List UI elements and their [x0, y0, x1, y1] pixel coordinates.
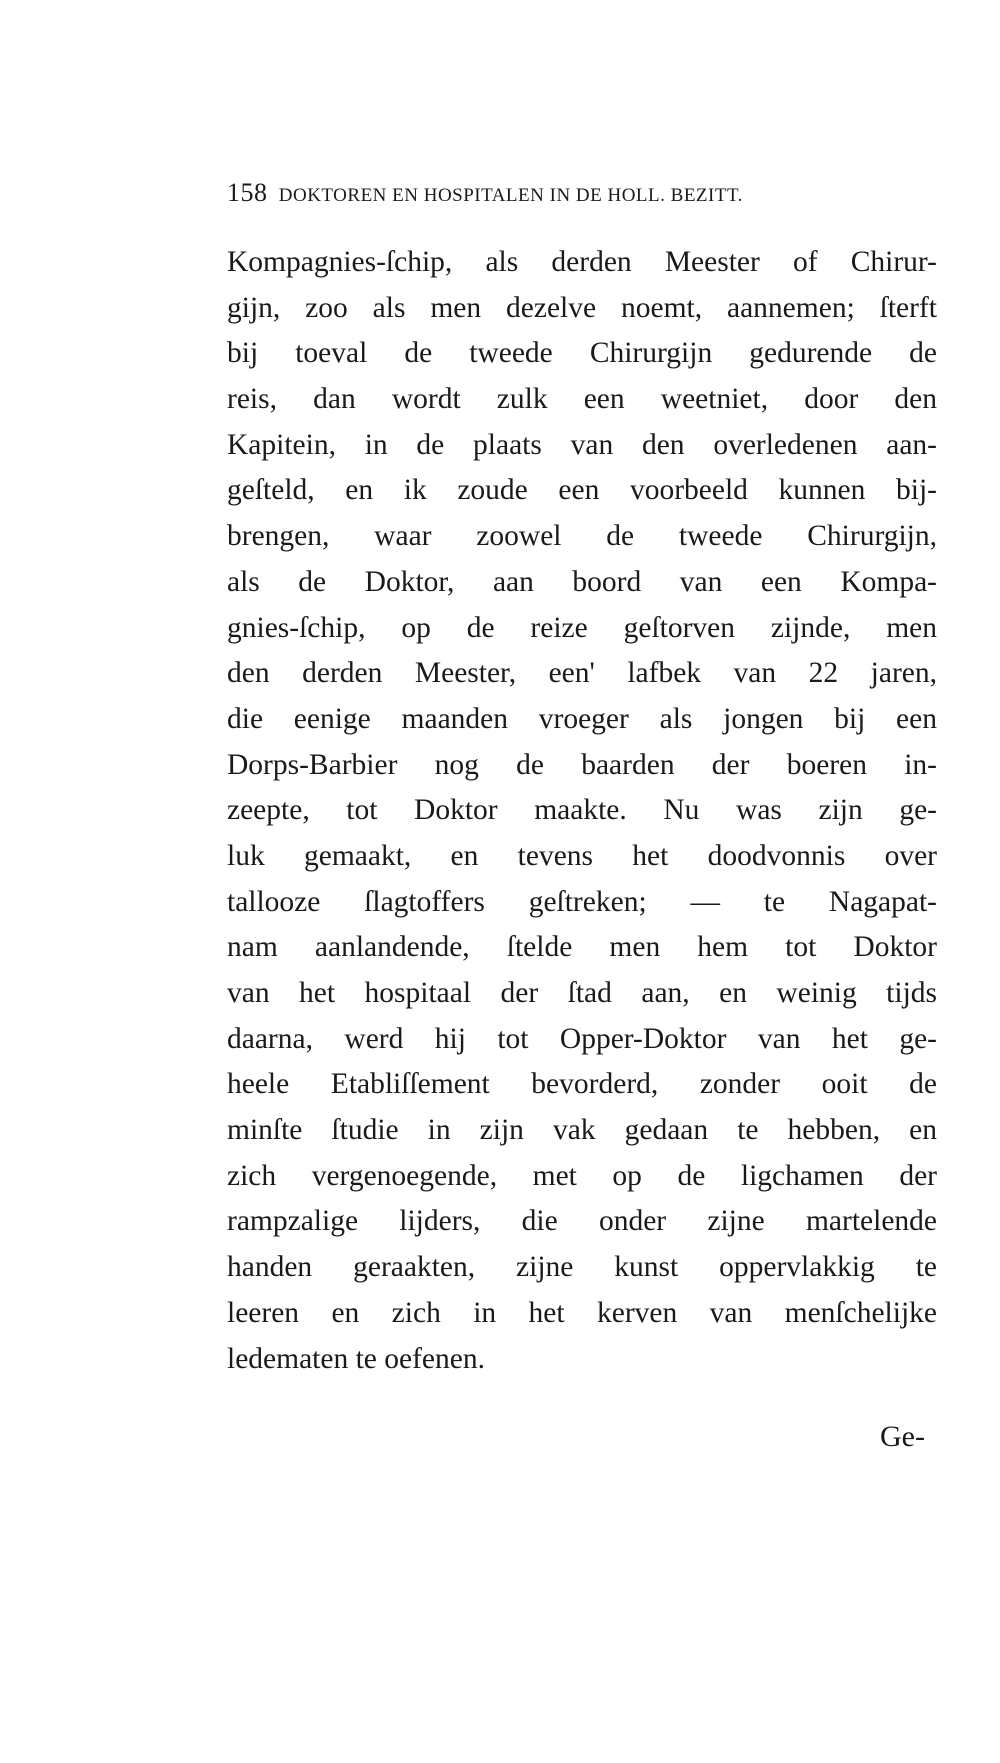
catchword: Ge-: [880, 1420, 925, 1453]
text-line: nam aanlandende, ſtelde men hem tot Doktor: [227, 931, 937, 964]
text-line: Dorps-Barbier nog de baarden der boeren in-: [227, 748, 937, 781]
text-line: minſte ſtudie in zijn vak gedaan te hebben, en: [227, 1114, 937, 1147]
text-line: Kompagnies-ſchip, als derden Meester of Chirur-: [227, 246, 937, 278]
text-line: brengen, waar zoowel de tweede Chirurgijn,: [227, 520, 937, 553]
text-line: den derden Meester, een' lafbek van 22 jaren,: [227, 657, 937, 690]
running-head: [227, 178, 947, 208]
text-line: die eenige maanden vroeger als jongen bij een: [227, 702, 937, 735]
text-line: ledematen te oefenen.: [227, 1342, 485, 1375]
text-line: heele Etabliſſement bevorderd, zonder ooit de: [227, 1068, 937, 1101]
text-line: handen geraakten, zijne kunst oppervlakkig te: [227, 1251, 937, 1284]
text-line: geſteld, en ik zoude een voorbeeld kunnen bij-: [227, 474, 937, 507]
text-line: rampzalige lijders, die onder zijne martelende: [227, 1205, 937, 1238]
body-text: [227, 240, 937, 1382]
text-line: bij toeval de tweede Chirurgijn gedurende de: [227, 337, 937, 370]
text-line: zich vergenoegende, met op de ligchamen der: [227, 1159, 937, 1192]
text-line: gnies-ſchip, op de reize geſtorven zijnde, men: [227, 611, 937, 644]
text-line: Kapitein, in de plaats van den overledenen aan-: [227, 428, 937, 461]
text-line: gijn, zoo als men dezelve noemt, aannemen; ſterft: [227, 291, 937, 324]
text-line: als de Doktor, aan boord van een Kompa-: [227, 565, 937, 598]
running-title: DOKTOREN EN HOSPITALEN IN DE HOLL. BEZITT.: [278, 185, 743, 206]
page-number: 158: [227, 178, 268, 207]
text-line: tallooze ſlagtoffers geſtreken; — te Nagapat-: [227, 885, 937, 918]
text-line: leeren en zich in het kerven van menſchelijke: [227, 1296, 937, 1329]
text-line: reis, dan wordt zulk een weetniet, door den: [227, 383, 937, 416]
text-line: van het hospitaal der ſtad aan, en weinig tijds: [227, 977, 937, 1009]
text-line: zeepte, tot Doktor maakte. Nu was zijn ge-: [227, 794, 937, 827]
text-line: daarna, werd hij tot Opper-Doktor van het ge-: [227, 1022, 937, 1055]
text-line: luk gemaakt, en tevens het doodvonnis over: [227, 839, 937, 872]
